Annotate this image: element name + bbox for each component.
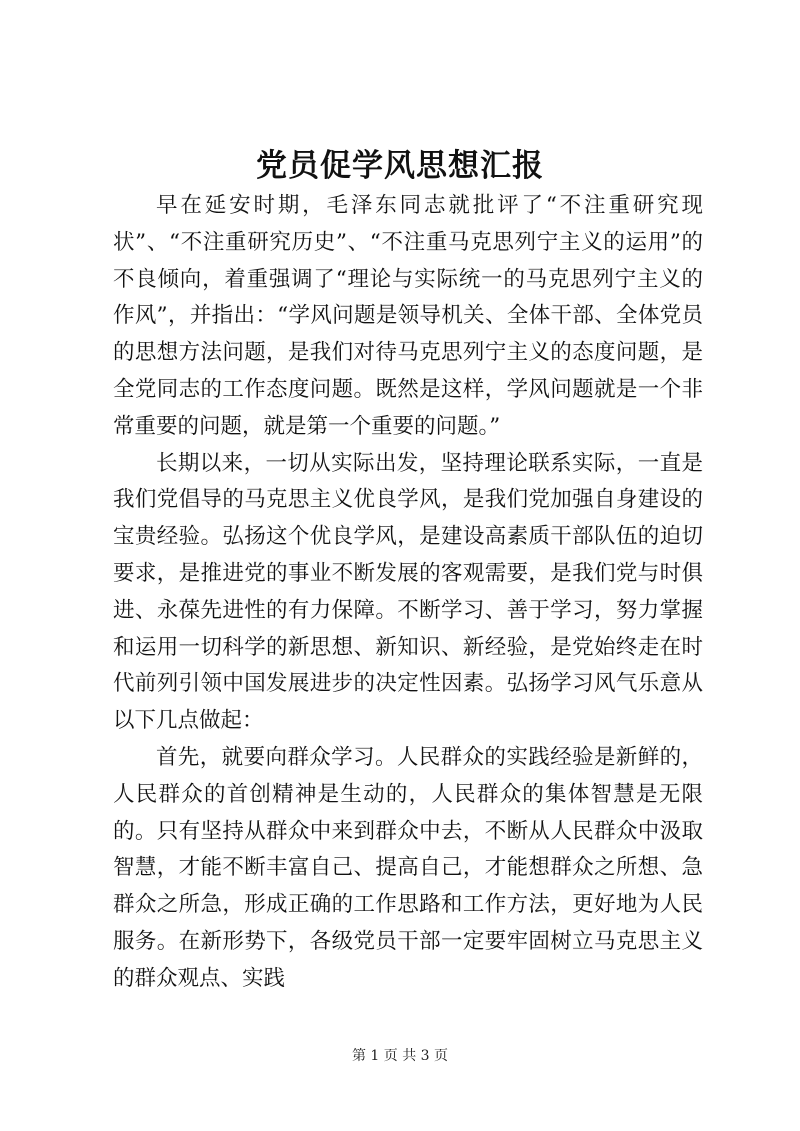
- paragraph-3: 首先，就要向群众学习。人民群众的实践经验是新鲜的，人民群众的首创精神是生动的，人民群众的集体智慧是无限的。只有坚持从群众中来到群众中去，不断从人民群众中汲取智慧，才能不断丰富自己、提高自己，才能想群众之所想、急群众之所急，形成正确的工作思路和工作方法，更好地为人民服务。在新形势下，各级党员干部一定要牢固树立马克思主义的群众观点、实践: [113, 744, 703, 991]
- page-footer: 第 1 页 共 3 页: [351, 1048, 449, 1064]
- document-body: [113, 188, 703, 998]
- paragraph-1: 早在延安时期，毛泽东同志就批评了“不注重研究现状”、“不注重研究历史”、“不注重马克思列宁主义的运用”的不良倾向，着重强调了“理论与实际统一的马克思列宁主义的作风”，并指出：“学风问题是领导机关、全体干部、全体党员的思想方法问题，是我们对待马克思列宁主义的态度问题，是全党同志的工作态度问题。既然是这样，学风问题就是一个非常重要的问题，就是第一个重要的问题。”: [113, 193, 703, 439]
- paragraph-2: 长期以来，一切从实际出发，坚持理论联系实际，一直是我们党倡导的马克思主义优良学风，是我们党加强自身建设的宝贵经验。弘扬这个优良学风，是建设高素质干部队伍的迫切要求，是推进党的事业不断发展的客观需要，是我们党与时俱进、永葆先进性的有力保障。不断学习、善于学习，努力掌握和运用一切科学的新思想、新知识、新经验，是党始终走在时代前列引领中国发展进步的决定性因素。弘扬学习风气乐意从以下几点做起：: [113, 450, 703, 734]
- document-title: 党员促学风思想汇报: [256, 148, 544, 184]
